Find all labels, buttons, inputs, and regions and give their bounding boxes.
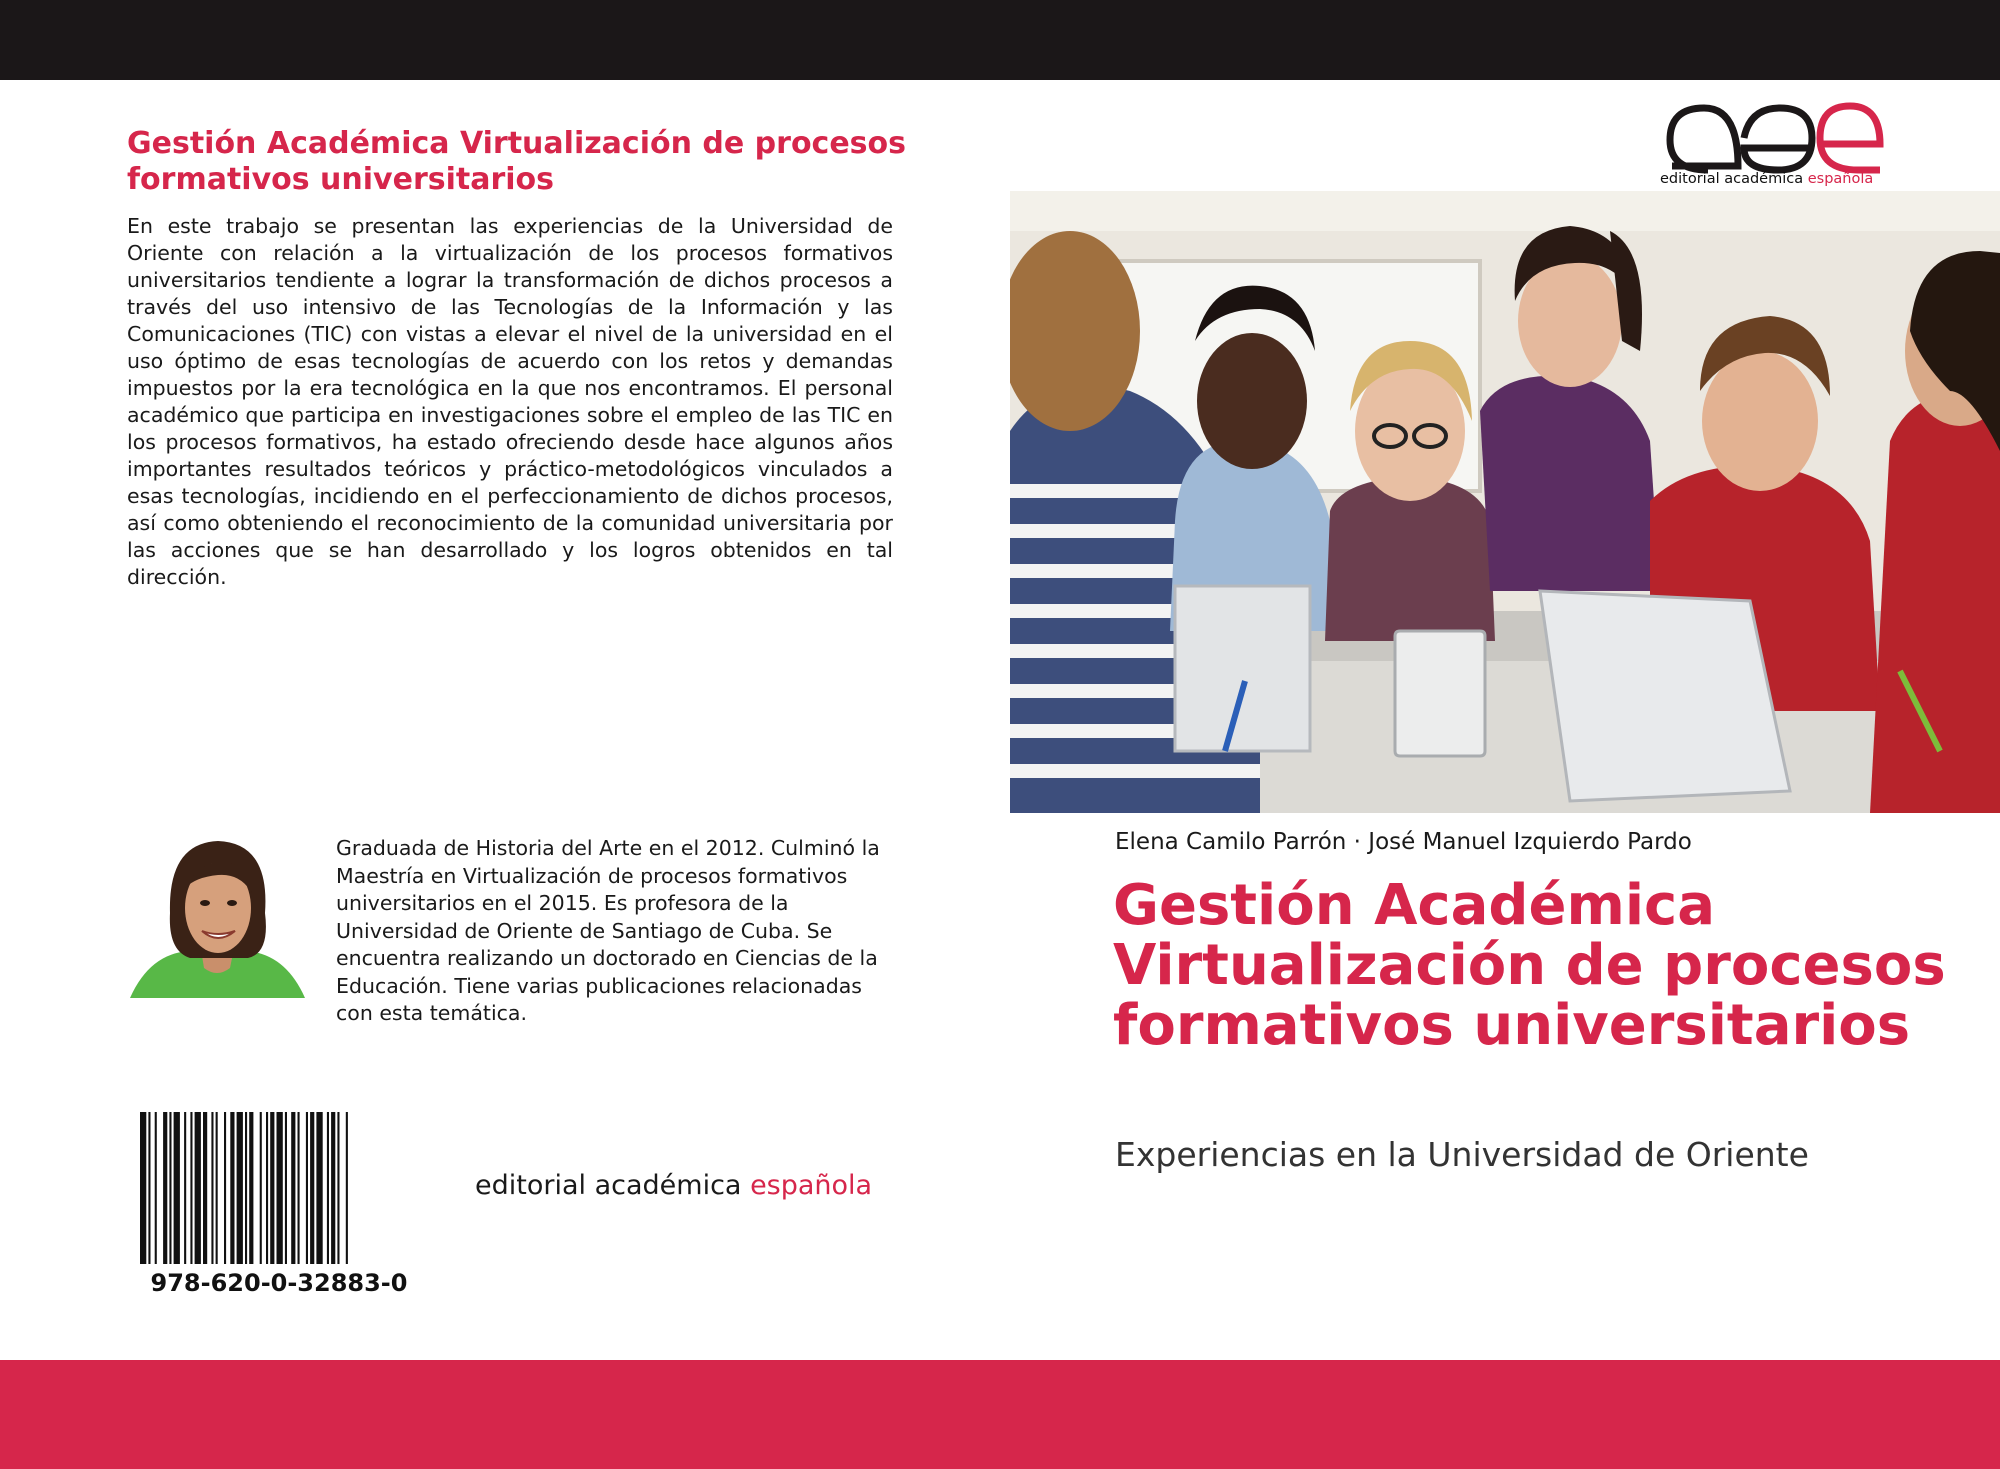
barcode-bar [249,1112,253,1264]
barcode-bar [260,1112,262,1264]
barcode-bar [174,1112,180,1264]
barcode [138,1112,420,1302]
barcode-bar [203,1112,207,1264]
publisher-name-accent: española [750,1170,873,1201]
logo-tagline-main: editorial académica [1660,171,1808,187]
logo-tagline [1660,171,1873,187]
barcode-bar [346,1112,348,1264]
cover-title: Gestión Académica Virtualización de procesos formativos universitarios [1113,873,1946,1058]
barcode-bar [169,1112,171,1264]
barcode-bar [237,1112,243,1264]
barcode-bar [190,1112,192,1264]
barcode-bar [316,1112,322,1264]
back-publisher [475,1170,872,1201]
barcode-bar [277,1112,283,1264]
barcode-bar [270,1112,274,1264]
barcode-bar [224,1112,226,1264]
barcode-bar [155,1112,157,1264]
back-cover-title: Gestión Académica Virtualización de procesos formativos universitarios [127,126,907,197]
barcode-bar [216,1112,218,1264]
top-band [0,0,2000,80]
barcode-bar [230,1112,234,1264]
barcode-bar [195,1112,201,1264]
barcode-bar [148,1112,150,1264]
barcode-bar [245,1112,247,1264]
barcode-bar [327,1112,329,1264]
barcode-bar [337,1112,339,1264]
barcode-bar [298,1112,300,1264]
back-cover-description: En este trabajo se presentan las experiencias de la Universidad de Oriente con relación a la virtualización de los procesos formativos universitarios tendiente a lograr la transformación de dichos procesos a través del uso intensivo de las Tecnologías de la Información y las Comunicaciones (TIC) con vistas a elevar el nivel de la universidad en el uso óptimo de esas tecnologías de acuerdo con los retos y demandas impuestos por la era tecnológica en la que nos encontramos. El personal académico que participa en investigaciones sobre el empleo de las TIC en los procesos formativos, ha estado ofreciendo desde hace algunos años importantes resultados teóricos y práctico-metodológicos vinculados a esas tecnologías, incidiendo en el perfeccionamiento de dichos procesos, así como obteniendo el reconocimiento de la comunidad universitaria por las acciones que se han desarrollado y los logros obtenidos en tal dirección. [127,214,893,589]
barcode-bar [285,1112,287,1264]
isbn-number: 978-620-0-32883-0 [150,1269,408,1297]
barcode-bar [291,1112,295,1264]
barcode-bar [140,1112,146,1264]
cover-photo [1010,191,2000,813]
barcode-bars [138,1112,420,1264]
cover-subtitle: Experiencias en la Universidad de Oriente [1115,1135,1809,1174]
logo-tagline-accent: española [1807,171,1874,187]
author-photo [130,833,305,998]
barcode-bar [310,1112,314,1264]
barcode-bar [306,1112,308,1264]
barcode-bar [184,1112,186,1264]
cover-authors: Elena Camilo Parrón · José Manuel Izquierdo Pardo [1115,829,1692,855]
barcode-bar [163,1112,167,1264]
barcode-bar [211,1112,213,1264]
author-bio: Graduada de Historia del Arte en el 2012. Culminó la Maestría en Virtualización de procesos formativos universitarios en el 2015. Es profesora de la Universidad de Oriente de Santiago de Cuba. Se encuentra realizando un doctorado en Ciencias de la Educación. Tiene varias publicaciones relacionadas con esta temática. [336,836,880,1025]
barcode-bar [266,1112,268,1264]
publisher-name: editorial académica [475,1170,751,1201]
barcode-bar [331,1112,335,1264]
bottom-band [0,1360,2000,1469]
